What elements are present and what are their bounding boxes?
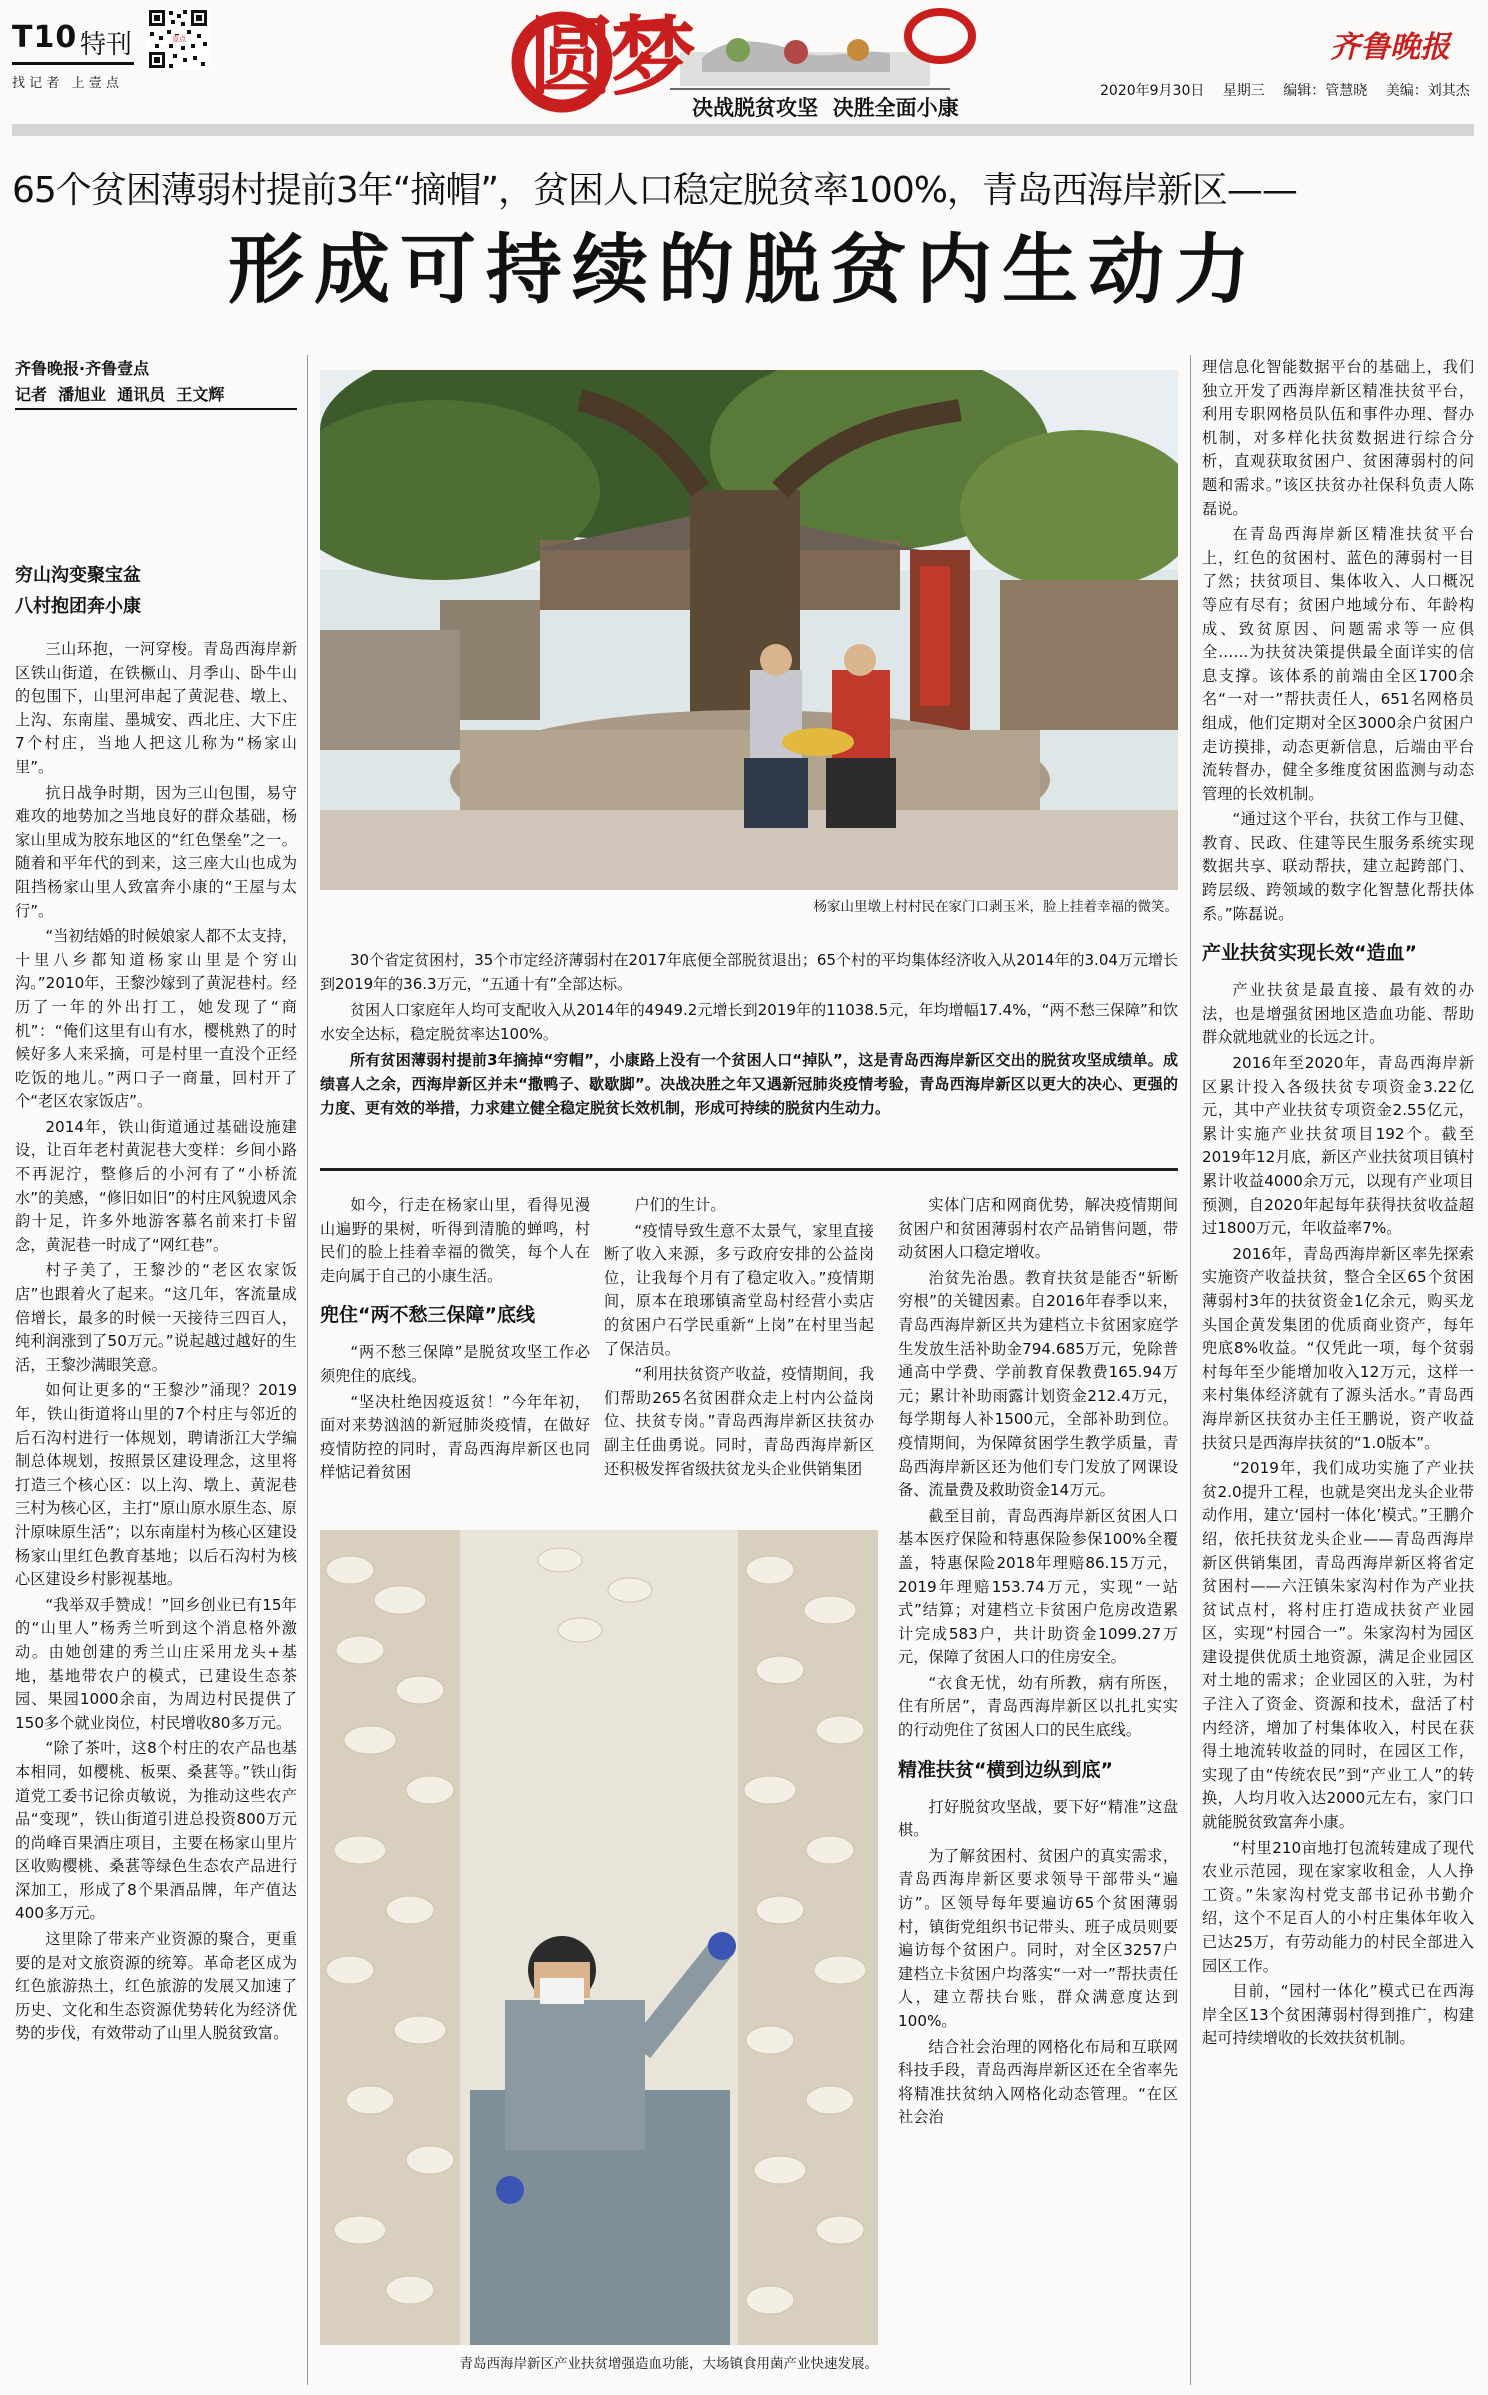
col4-p4: “衣食无忧，幼有所教，病有所医，住有所居”，青岛西海岸新区以扎扎实实的行动兜住了贫困人口的民生底线。 [898, 1673, 1178, 1740]
col1-subhead-2: 八村抱团奔小康 [15, 596, 141, 617]
col2-p2: “两不愁三保障”是脱贫攻坚工作必须兜住的底线。 [320, 1343, 590, 1385]
designer: 美编：刘其杰 [1385, 83, 1470, 99]
column-4 [898, 1194, 1178, 2132]
col3-p1: 户们的生计。 [634, 1196, 726, 1214]
col1-p2: 抗日战争时期，因为三山包围，易守难攻的地势加之当地良好的群众基础，杨家山里成为胶东地区的“红色堡垒”之一。随着和平年代的到来，这三座大山也成为阻挡杨家山里人致富奔小康的“王屋与太行”。 [15, 783, 297, 920]
col4-p1: 实体门店和网商优势，解决疫情期间贫困户和贫困薄弱村农产品销售问题，带动贫困人口稳定增收。 [898, 1196, 1178, 1262]
col5-p8: “村里210亩地打包流转建成了现代农业示范园，现在家家收租金，人人挣工资。”朱家沟村党支部书记孙书勤介绍，这个不足百人的小村庄集体年收入已达25万，有劳动能力的村民全部进入园区工作。 [1202, 1838, 1474, 1975]
col5-p5: 2016年至2020年，青岛西海岸新区累计投入各级扶贫专项资金3.22亿元，其中产业扶贫专项资金2.55亿元，累计实施产业扶贫项目192个。截至2019年12月底，新区产业扶贫项目镇村累计收益4000余万元，以现有产业项目预测，自2020年起每年获得扶贫收益超过1800万元，年收益率7%。 [1202, 1054, 1474, 1238]
col4-p3: 截至目前，青岛西海岸新区贫困人口基本医疗保险和特惠保险参保100%全覆盖，特惠保险2018年理赔86.15万元，2019年理赔153.74万元，实现“一站式”结算；对建档立卡贫困户危房改造累计完成583户，共计助资金1099.27万元，保障了贫困人口的住房安全。 [898, 1506, 1178, 1667]
col5-p2: 在青岛西海岸新区精准扶贫平台上，红色的贫困村、蓝色的薄弱村一目了然；扶贫项目、集体收入、人口概况等应有尽有；贫困户地域分布、年龄构成、致贫原因、问题需求等一应俱全……为扶贫决策提供最全面详实的信息支撑。该体系的前端由全区1700余名“一对一”帮扶责任人，651名网格员组成，他们定期对全区3000余户贫困户走访摸排，动态更新信息，后端由平台流转督办，健全多维度贫困监测与动态管理的长效机制。 [1202, 525, 1474, 803]
qr-label: 壹点 [172, 35, 186, 43]
col2-subhead: 兜住“两不愁三保障”底线 [320, 1304, 535, 1327]
tagline: 找 记 者 上 壹 点 [12, 76, 119, 91]
col5-p1: 理信息化智能数据平台的基础上，我们独立开发了西海岸新区精准扶贫平台，利用专职网格员队伍和事件办理、督办机制，对多样化扶贫数据进行综合分析，直观获取贫困户、贫困薄弱村的问题和需求。”该区扶贫办社保科负责人陈磊说。 [1202, 358, 1474, 518]
col3-p3: “利用扶贫资产收益，疫情期间，我们帮助265名贫困群众走上村内公益岗位、扶贫专岗。”青岛西海岸新区扶贫办副主任曲勇说。同时，青岛西海岸新区还积极发挥省级扶贫龙头企业供销集团 [604, 1365, 874, 1478]
byline-reporters: 记者 潘旭业 通讯员 王文辉 [15, 385, 225, 404]
col1-p8: “除了茶叶，这8个村庄的农产品也基本相同，如樱桃、板栗、桑葚等。”铁山街道党工委书记徐贞敏说，为推动这些农产品“变现”，铁山街道引进总投资800万元的尚峰百果酒庄项目，主要在杨家山里片区收购樱桃、桑葚等绿色生态农产品进行深加工，形成了8个果酒品牌，年产值达400多万元。 [15, 1739, 297, 1923]
col4-p2: 治贫先治愚。教育扶贫是能否“斩断穷根”的关键因素。自2016年春季以来，青岛西海岸新区共为建档立卡贫困家庭学生发放生活补助金794.685万元，免除普通高中学费、学前教育保教费165.94万元；累计补助雨露计划资金212.4万元，每学期每人补1500元，全部补助到位。疫情期间，为保障贫困学生教学质量，青岛西海岸新区还为他们专门发放了网课设备、流量费及救助资金14万元。 [898, 1268, 1178, 1500]
byline-underline [15, 408, 297, 410]
section-name: 特刊 [80, 30, 133, 60]
col1-p5: 村子美了，王黎沙的“老区农家饭店”也跟着火了起来。“这几年，客流量成倍增长，最多的时候一天接待三四百人，纯利润涨到了50万元。”说起越过越好的生活，王黎沙满眼笑意。 [15, 1261, 297, 1374]
col4-p6: 为了解贫困村、贫困户的真实需求，青岛西海岸新区要求领导干部带头“遍访”。区领导每年要遍访65个贫困薄弱村，镇街党组织书记带头、班子成员则要遍访每个贫困户。同时，对全区3257户建档立卡贫困户均落实“一对一”帮扶责任人，建立帮扶台账，群众满意度达到100%。 [898, 1846, 1178, 2030]
photo1-caption: 杨家山里墩上村村民在家门口剥玉米，脸上挂着幸福的微笑。 [813, 899, 1178, 915]
lead-p1: 30个省定贫困村，35个市定经济薄弱村在2017年底便全部脱贫退出；65个村的平均集体经济收入从2014年的3.04万元增长到2019年的36.3万元，“五通十有”全部达标。 [320, 951, 1178, 993]
col3-p2: “疫情导致生意不太景气，家里直接断了收入来源，多亏政府安排的公益岗位，让我每个月有了稳定收入。”疫情期间，原本在琅琊镇斋堂岛村经营小卖店的贫困户石学民重新“上岗”在村里当起了保洁员。 [604, 1221, 874, 1358]
headline-main: 形成可持续的脱贫内生动力 [228, 225, 1260, 314]
col5-p7: “2019年，我们成功实施了产业扶贫2.0提升工程，也就是突出龙头企业带动作用，建立‘园村一体化’模式。”王鹏介绍，依托扶贫龙头企业——青岛西海岸新区供销集团，青岛西海岸新区将省定贫困村——六汪镇朱家沟村作为产业扶贫试点村，将村庄打造成扶贫产业园区，实现“村园合一”。朱家沟村为园区建设提供优质土地资源，满足企业园区对土地的需求；企业园区的入驻，为村子注入了资金、资源和技术，盘活了村内经济，增加了村集体收入，村民在获得土地流转收益的同时，在园区工作，实现了由“传统农民”到“产业工人”的转换，人均月收入达2000元左右，家门口就能脱贫致富奔小康。 [1202, 1459, 1474, 1832]
col5-subhead: 产业扶贫实现长效“造血” [1202, 942, 1417, 965]
col4-subhead: 精准扶贫“横到边纵到底” [898, 1758, 1113, 1781]
col5-p3: “通过这个平台，扶贫工作与卫健、教育、民政、住建等民生服务系统实现数据共享、联动帮扶，建立起跨部门、跨层级、跨领域的数字化智慧化帮扶体系。”陈磊说。 [1202, 810, 1474, 923]
page-number: T10 [12, 20, 78, 55]
banner-slogan: 决战脱贫攻坚 决胜全面小康 [692, 96, 959, 120]
qr-code-icon[interactable] [147, 8, 209, 70]
section-underline [12, 62, 134, 65]
weekday: 星期三 [1222, 83, 1265, 99]
byline-source: 齐鲁晚报·齐鲁壹点 [15, 359, 150, 378]
col4-p5: 打好脱贫攻坚战，要下好“精准”这盘棋。 [898, 1797, 1178, 1840]
lead-paragraphs [320, 948, 1178, 1122]
lead-p3: 所有贫困薄弱村提前3年摘掉“穷帽”，小康路上没有一个贫困人口“掉队”，这是青岛西海岸新区交出的脱贫攻坚成绩单。成绩喜人之余，西海岸新区并未“撒鸭子、歇歇脚”。决战决胜之年又遇新冠肺炎疫情考验，青岛西海岸新区以更大的决心、更强的力度、更有效的举措，力求建立健全稳定脱贫长效机制，形成可持续的脱贫内生动力。 [320, 1051, 1178, 1117]
village-photo [320, 370, 1178, 890]
col1-subhead-1: 穷山沟变聚宝盆 [15, 565, 141, 586]
column-2 [320, 1194, 590, 1487]
col1-p4: 2014年，铁山街道通过基础设施建设，让百年老村黄泥巷大变样：乡间小路不再泥泞，整修后的小河有了“小桥流水”的美感，“修旧如旧”的村庄风貌遗风余韵十足，许多外地游客慕名前来打卡留念，黄泥巷一时成了“网红巷”。 [15, 1117, 297, 1254]
title-art-text: 圆梦 [528, 7, 692, 108]
col5-p6: 2016年，青岛西海岸新区率先探索实施资产收益扶贫，整合全区65个贫困薄弱村3年的扶贫资金1亿余元，购买龙头国企黄发集团的优质商业资产，每年兜底8%收益。“仅凭此一项，每个贫弱村每年至少能增加收入12万元，这样一来村集体经济就有了源头活水。”青岛西海岸新区扶贫办主任王鹏说，资产收益扶贫只是西海岸扶贫的“1.0版本”。 [1202, 1244, 1474, 1452]
col1-p1: 三山环抱，一河穿梭。青岛西海岸新区铁山街道，在铁橛山、月季山、卧牛山的包围下，山里河串起了黄泥巷、墩上、上沟、东南崖、墨城安、西北庄、大下庄7个村庄，当地人把这儿称为“杨家山里”。 [15, 640, 297, 776]
col2-p3: “坚决杜绝因疫返贫！”今年年初，面对来势汹汹的新冠肺炎疫情，在做好疫情防控的同时，青岛西海岸新区也同样惦记着贫困 [320, 1392, 590, 1482]
date-line [1100, 80, 1470, 100]
col1-p9: 这里除了带来产业资源的聚合，更重要的是对文旅资源的统筹。革命老区成为红色旅游热土，红色旅游的发展又加速了历史、文化和生态资源优势转化为经济优势的步伐，有效带动了山里人脱贫致富。 [15, 1930, 297, 2043]
lead-p2: 贫困人口家庭年人均可支配收入从2014年的4949.2元增长到2019年的11038.5元，年均增幅17.4%，“两不愁三保障”和饮水安全达标，稳定脱贫率达100%。 [320, 1001, 1178, 1043]
masthead-band [12, 124, 1474, 136]
date: 2020年9月30日 [1100, 83, 1205, 99]
paper-logo: 齐鲁晚报 [1330, 30, 1450, 65]
headline-kicker: 65个贫困薄弱村提前3年“摘帽”，贫困人口稳定脱贫率100%，青岛西海岸新区—— [12, 170, 1297, 211]
editor: 编辑：管慧晓 [1283, 83, 1368, 99]
col4-p7: 结合社会治理的网格化布局和互联网科技手段，青岛西海岸新区还在全省率先将精准扶贫纳入网格化动态管理。“在区社会治 [898, 2037, 1178, 2127]
column-5 [1202, 356, 1474, 2053]
col1-p3: “当初结婚的时候娘家人都不太支持，十里八乡都知道杨家山里是个穷山沟。”2010年，王黎沙嫁到了黄泥巷村。经历了一年的外出打工，她发现了“商机”：“俺们这里有山有水，樱桃熟了的时候好多人来采摘，可是村里一直没个正经吃饭的地儿。”两口子一商量，回村开了个“老区农家饭店”。 [15, 927, 297, 1111]
col2-p1: 如今，行走在杨家山里，看得见漫山遍野的果树，听得到清脆的蝉鸣，村民们的脸上挂着幸福的微笑，每个人在走向属于自己的小康生活。 [320, 1196, 590, 1285]
mushroom-photo [320, 1530, 878, 2345]
col5-p9: 目前，“园村一体化”模式已在西海岸全区13个贫困薄弱村得到推广，构建起可持续增收的长效扶贫机制。 [1202, 1982, 1474, 2048]
col1-p6: 如何让更多的“王黎沙”涌现？2019年，铁山街道将山里的7个村庄与邻近的后石沟村进行一体规划，聘请浙江大学编制总体规划，按照景区建设理念，这里将打造三个核心区：以上沟、墩上、黄泥巷三村为核心区，主打“原山原水原生态、原汁原味原生活”；以东南崖村为核心区建设杨家山里红色教育基地；以后石沟村为核心区建设乡村影视基地。 [15, 1381, 297, 1589]
lead-rule [320, 1168, 1178, 1171]
col5-p4: 产业扶贫是最直接、最有效的办法，也是增强贫困地区造血功能、帮助群众就地就业的长远之计。 [1202, 981, 1474, 1047]
column-1 [15, 562, 297, 2048]
column-divider [1190, 355, 1191, 2385]
col1-p7: “我举双手赞成！”回乡创业已有15年的“山里人”杨秀兰听到这个消息格外激动。由她创建的秀兰山庄采用龙头+基地，基地带农户的模式，已建设生态茶园、果园1000余亩，为周边村民提供了150多个就业岗位，村民增收80多万元。 [15, 1595, 297, 1732]
photo2-caption: 青岛西海岸新区产业扶贫增强造血功能，大场镇食用菌产业快速发展。 [459, 2356, 878, 2372]
column-divider [307, 355, 308, 2385]
column-3 [604, 1194, 874, 1483]
